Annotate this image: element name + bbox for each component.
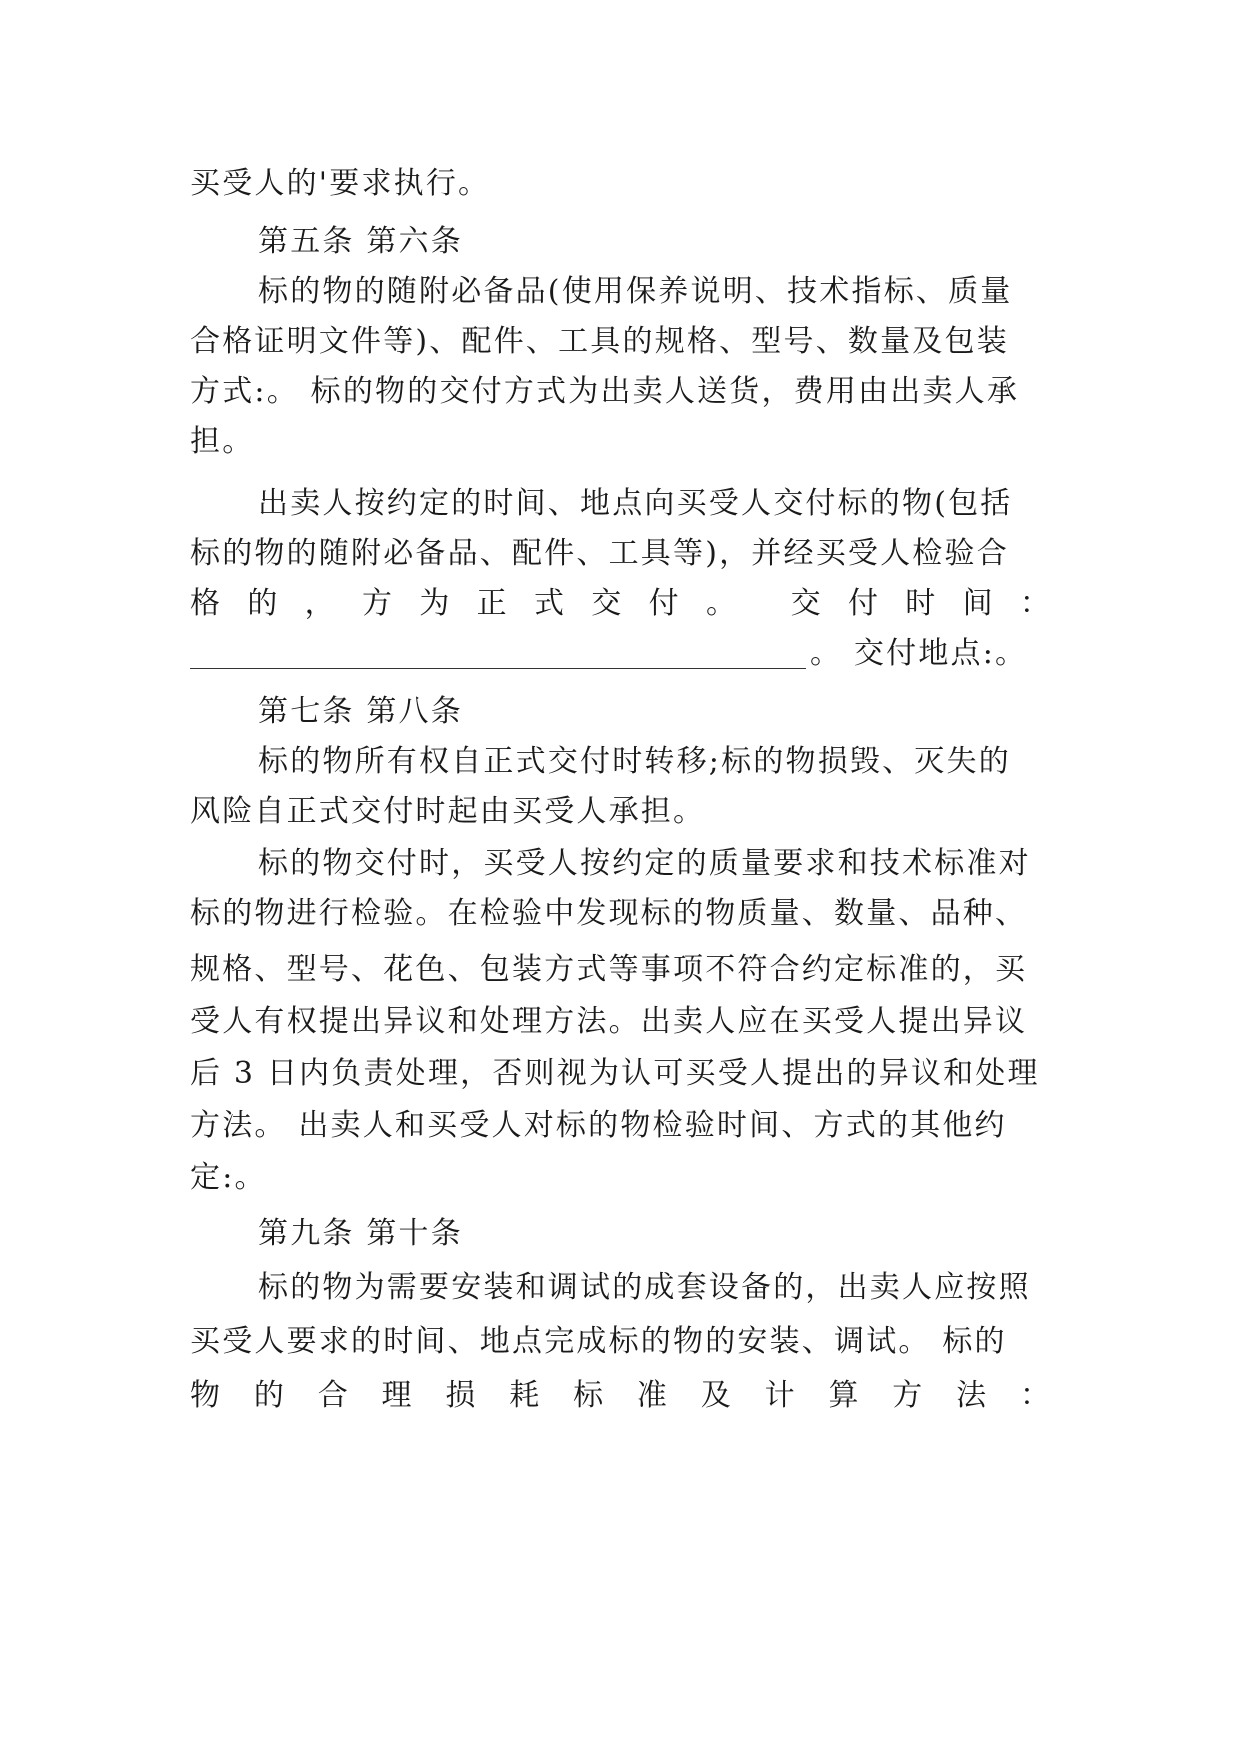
blank-line [190, 630, 1050, 678]
fill-in-blank [190, 638, 806, 669]
justified-char: 时 [905, 586, 936, 621]
text-line: 标的物为需要安装和调试的成套设备的，出卖人应按照 [258, 1270, 1031, 1305]
text-line: 标的物交付时，买受人按约定的质量要求和技术标准对 [258, 846, 1031, 881]
text-line: 规格、型号、花色、包装方式等事项不符合约定标准的，买 [190, 952, 1028, 987]
justified-char: 合 [317, 1378, 348, 1413]
justified-char: 。 [705, 586, 736, 621]
text-line: 受人有权提出异议和处理方法。出卖人应在买受人提出异议 [190, 1004, 1028, 1039]
justified-line [190, 580, 1050, 628]
justified-char: 的 [253, 1378, 284, 1413]
justified-char: 交 [591, 586, 622, 621]
justified-char: ， [304, 586, 335, 621]
justified-char: 及 [700, 1378, 731, 1413]
justified-char: 间 [962, 586, 993, 621]
justified-char: 物 [190, 1378, 220, 1413]
text-line: 方法。 出卖人和买受人对标的物检验时间、方式的其他约 [190, 1108, 1007, 1143]
text-line: 标的物所有权自正式交付时转移;标的物损毁、灭失的 [258, 744, 1011, 779]
justified-char: 法 [956, 1378, 987, 1413]
text-fragment: 。 交付地点:。 [810, 636, 1028, 671]
justified-char: 格 [190, 586, 220, 621]
justified-char: ： [1019, 586, 1050, 621]
justified-char: 损 [445, 1378, 476, 1413]
clause-heading: 第七条 第八条 [258, 694, 463, 729]
justified-char: 方 [892, 1378, 923, 1413]
text-line: 标的物进行检验。在检验中发现标的物质量、数量、品种、 [190, 896, 1028, 931]
text-line: 方式:。 标的物的交付方式为出卖人送货，费用由出卖人承 [190, 374, 1020, 409]
justified-char: 方 [361, 586, 392, 621]
justified-char: ： [1019, 1378, 1050, 1413]
justified-char: 的 [247, 586, 278, 621]
justified-char: 计 [764, 1378, 795, 1413]
justified-char: 式 [533, 586, 564, 621]
justified-char: 标 [573, 1378, 604, 1413]
clause-heading: 第九条 第十条 [258, 1216, 463, 1251]
justified-line [190, 1372, 1050, 1420]
justified-char: 理 [381, 1378, 412, 1413]
clause-heading: 第五条 第六条 [258, 224, 463, 259]
text-line: 买受人要求的时间、地点完成标的物的安装、调试。 标的 [190, 1324, 1007, 1359]
text-line: 出卖人按约定的时间、地点向买受人交付标的物(包括 [258, 486, 1013, 521]
text-line: 担。 [190, 424, 255, 459]
text-line: 合格证明文件等)、配件、工具的规格、型号、数量及包装 [190, 324, 1009, 359]
justified-char: 准 [636, 1378, 667, 1413]
justified-char: 交 [790, 586, 821, 621]
text-line: 买受人的'要求执行。 [190, 166, 491, 201]
justified-char: 耗 [509, 1378, 540, 1413]
justified-char: 付 [847, 586, 878, 621]
text-line: 标的物的随附必备品、配件、工具等)，并经买受人检验合 [190, 536, 1009, 571]
text-line: 标的物的随附必备品(使用保养说明、技术指标、质量 [258, 274, 1013, 309]
justified-char: 算 [828, 1378, 859, 1413]
text-line: 定:。 [190, 1160, 267, 1195]
text-line: 后 3 日内负责处理，否则视为认可买受人提出的异议和处理 [190, 1056, 1040, 1091]
text-line: 风险自正式交付时起由买受人承担。 [190, 794, 706, 829]
justified-char: 付 [648, 586, 679, 621]
justified-char: 正 [476, 586, 507, 621]
justified-char: 为 [419, 586, 450, 621]
